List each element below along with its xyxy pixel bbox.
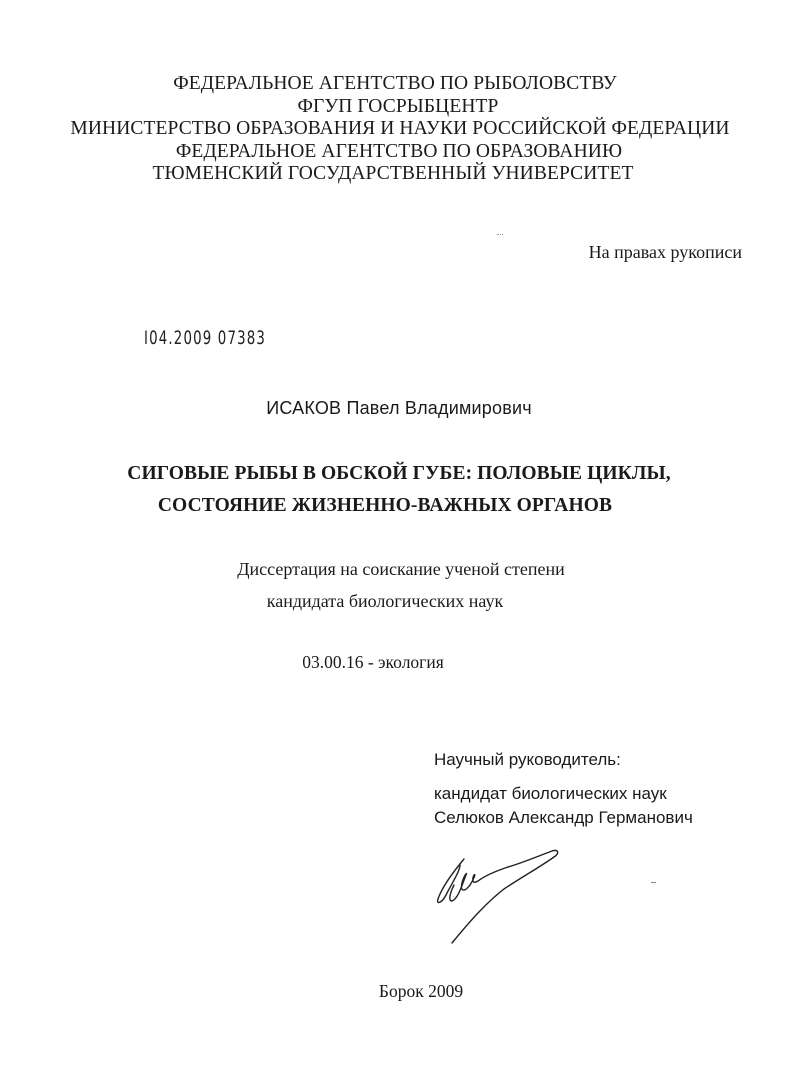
supervisor-name: Селюков Александр Германович — [434, 808, 693, 827]
dissertation-title — [0, 458, 798, 522]
header-line-gosrybcenter: ФГУП ГОСРЫБЦЕНТР — [297, 95, 499, 117]
title-line: СИГОВЫЕ РЫБЫ В ОБСКОЙ ГУБЕ: ПОЛОВЫЕ ЦИКЛЫ, — [127, 463, 671, 484]
institution-header — [0, 73, 798, 186]
header-line-ministry: МИНИСТЕРСТВО ОБРАЗОВАНИЯ И НАУКИ РОССИЙСКОЙ ФЕДЕРАЦИИ — [70, 118, 730, 139]
place-and-year: Борок 2009 — [378, 981, 464, 1001]
manuscript-rights-note: На правах рукописи — [588, 242, 742, 262]
degree-statement — [0, 553, 798, 617]
supervisor-academic-title: кандидат биологических наук — [434, 784, 667, 803]
header-line-university: ТЮМЕНСКИЙ ГОСУДАРСТВЕННЫЙ УНИВЕРСИТЕТ — [152, 163, 634, 184]
degree-line: кандидата биологических наук — [266, 591, 504, 611]
author-name: ИСАКОВ Павел Владимирович — [266, 398, 532, 418]
title-line: СОСТОЯНИЕ ЖИЗНЕННО-ВАЖНЫХ ОРГАНОВ — [157, 495, 613, 516]
header-line-education-agency: ФЕДЕРАЛЬНОЕ АГЕНТСТВО ПО ОБРАЗОВАНИЮ — [175, 140, 623, 162]
header-line-fisheries-agency: ФЕДЕРАЛЬНОЕ АГЕНТСТВО ПО РЫБОЛОВСТВУ — [173, 73, 617, 94]
library-stamp-number: I04.2009 07383 — [144, 327, 267, 349]
scan-mark — [651, 882, 656, 883]
handwritten-signature — [430, 845, 570, 950]
specialty-code: 03.00.16 - экология — [302, 652, 444, 672]
supervisor-label: Научный руководитель: — [434, 750, 621, 769]
degree-line: Диссертация на соискание ученой степени — [237, 559, 565, 579]
supervisor-block — [434, 748, 693, 830]
scan-speck — [497, 234, 503, 238]
